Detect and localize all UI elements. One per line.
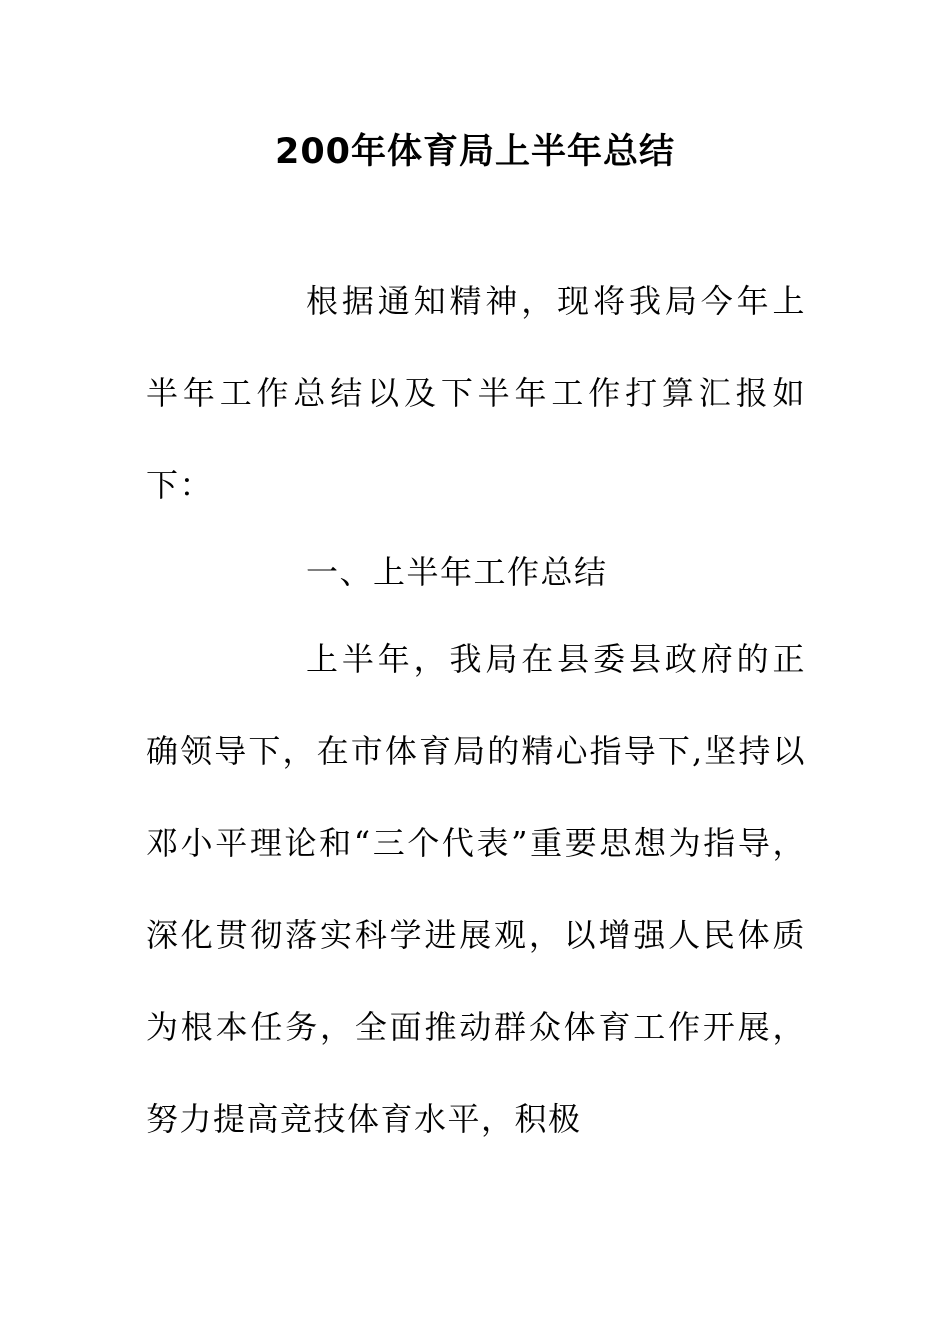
intro-paragraph: 根据通知精神，现将我局今年上半年工作总结以及下半年工作打算汇报如下： [146,282,806,504]
document-body [146,255,806,1165]
document-title: 200年体育局上半年总结 [274,132,676,172]
section-paragraph: 上半年，我局在县委县政府的正确领导下，在市体育局的精心指导下,坚持以邓小平理论和“三个代表”重要思想为指导，深化贯彻落实科学进展观，以增强人民体质为根本任务，全面推动群众体育工作开展，努力提高竞技体育水平，积极 [146,640,806,1138]
section-heading: 一、上半年工作总结 [306,553,608,591]
